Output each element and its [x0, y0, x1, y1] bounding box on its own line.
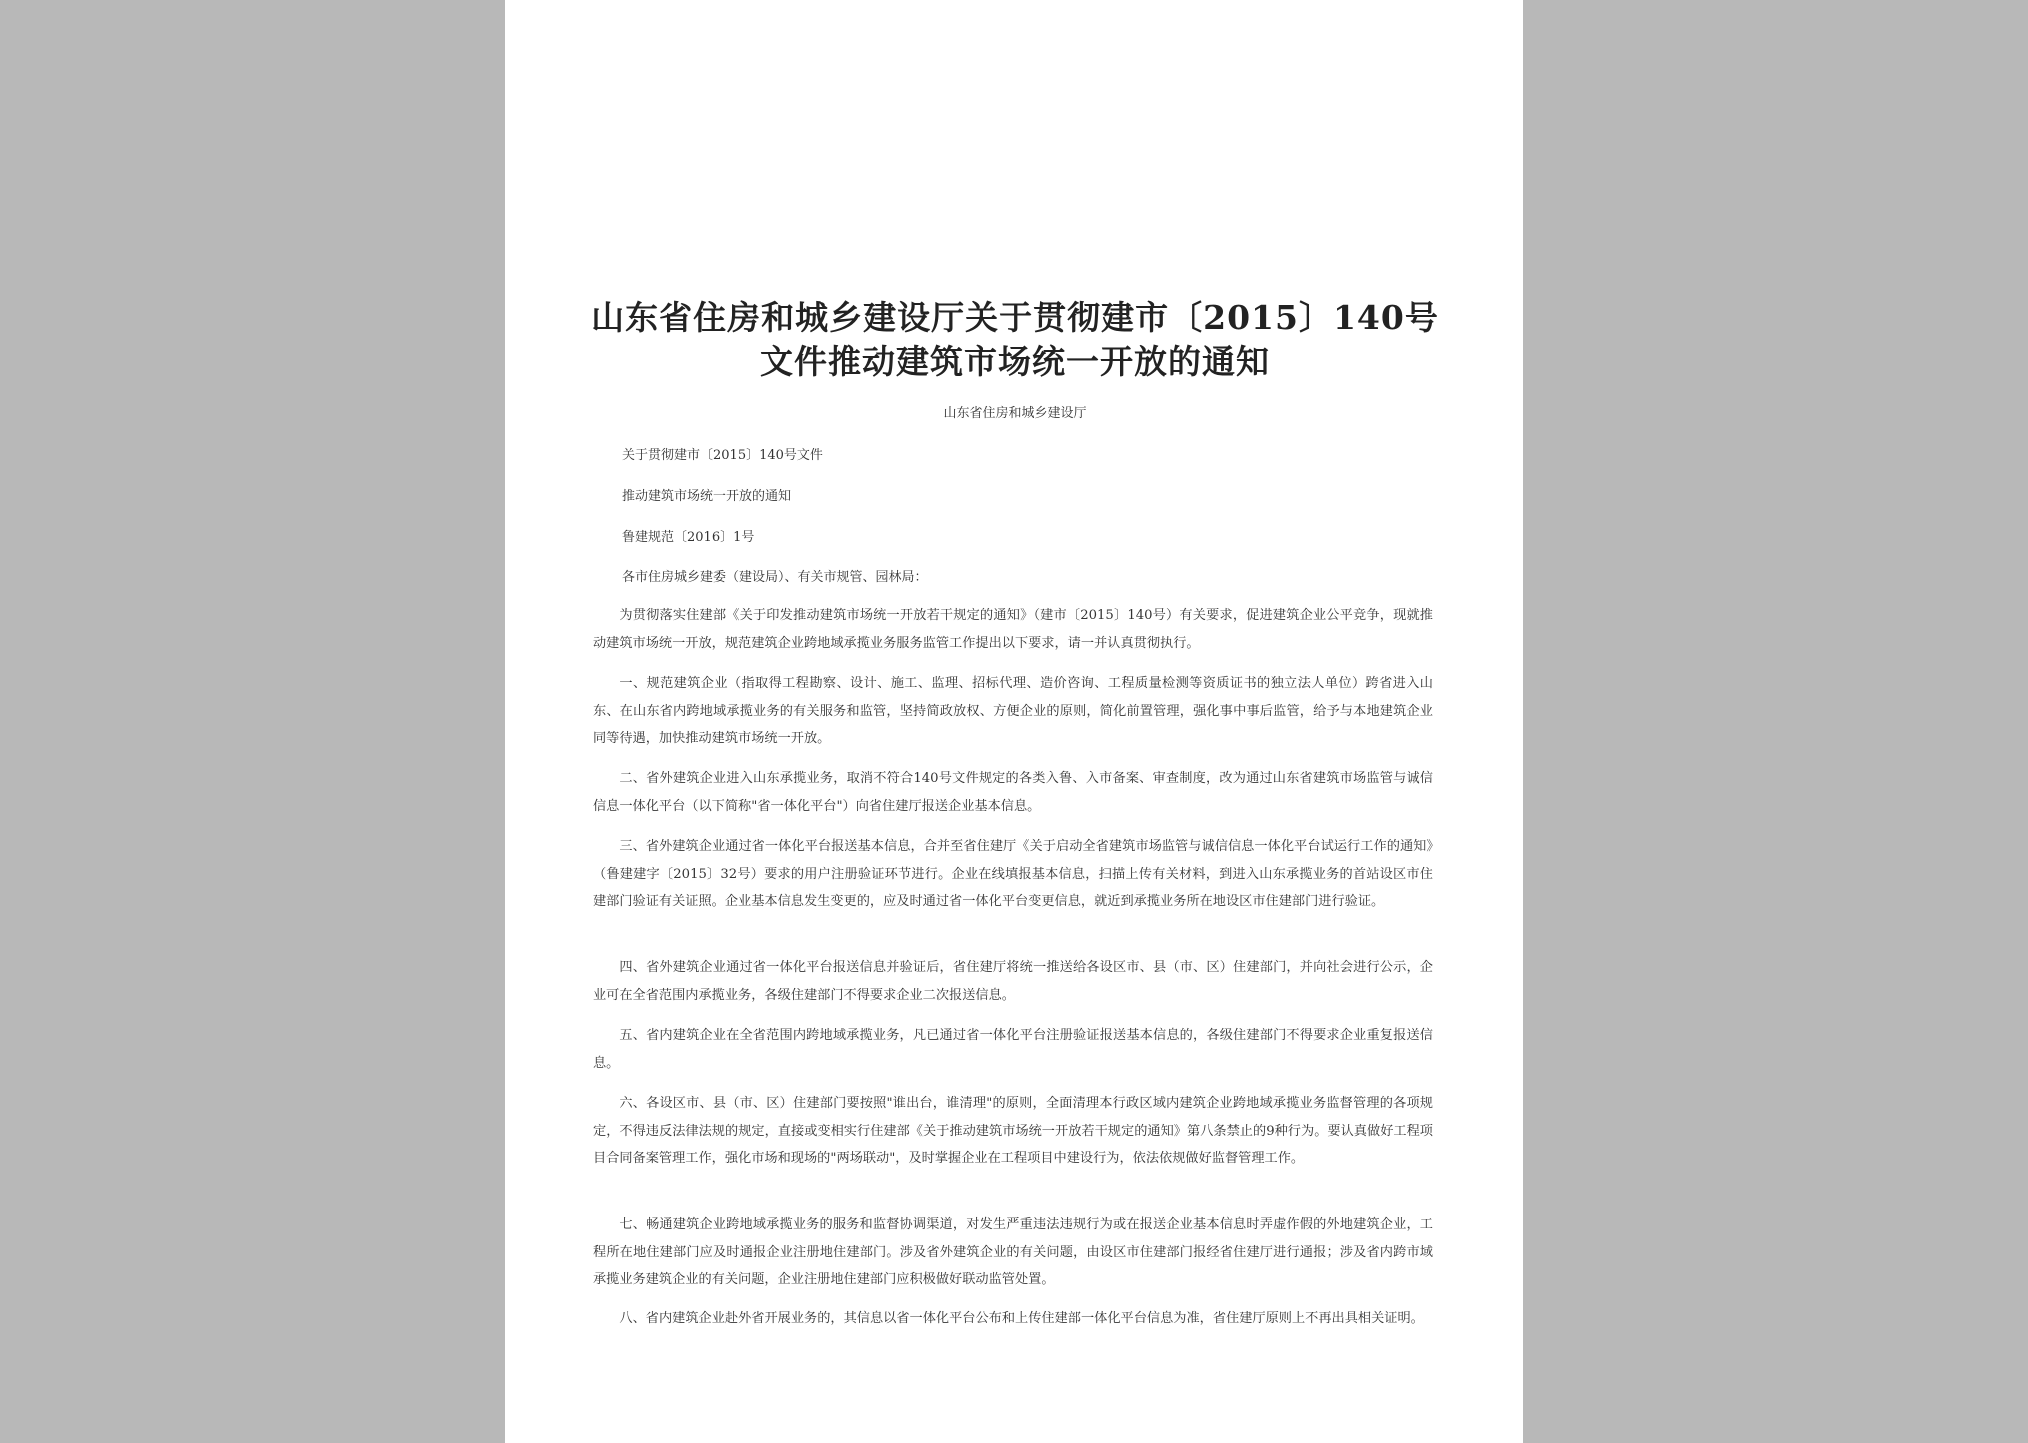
paragraph-7: 七、畅通建筑企业跨地域承揽业务的服务和监督协调渠道，对发生严重违法违规行为或在报送企业基本信息时弄虚作假的外地建筑企业，工程所在地住建部门应及时通报企业注册地住建部门。涉及省外建筑企业的有关问题，由设区市住建部门报经省住建厅进行通报；涉及省内跨市域承揽业务建筑企业的有关问题，企业注册地住建部门应积极做好联动监管处置。	[593, 1217, 1433, 1287]
paragraph-6: 六、各设区市、县（市、区）住建部门要按照"谁出台，谁清理"的原则，全面清理本行政区域内建筑企业跨地域承揽业务监督管理的各项规定，不得违反法律法规的规定，直接或变相实行住建部《关于推动建筑市场统一开放若干规定的通知》第八条禁止的9种行为。要认真做好工程项目合同备案管理工作，强化市场和现场的"两场联动"，及时掌握企业在工程项目中建设行为，依法依规做好监督管理工作。	[593, 1096, 1433, 1166]
issuer-name: 山东省住房和城乡建设厅	[943, 406, 1087, 421]
addressee: 各市住房城乡建委（建设局）、有关市规管、园林局：	[622, 570, 928, 585]
paragraph-5: 五、省内建筑企业在全省范围内跨地域承揽业务，凡已通过省一体化平台注册验证报送基本信息的，各级住建部门不得要求企业重复报送信息。	[593, 1028, 1433, 1071]
paragraph-4: 四、省外建筑企业通过省一体化平台报送信息并验证后，省住建厅将统一推送给各设区市、县（市、区）住建部门，并向社会进行公示，企业可在全省范围内承揽业务，各级住建部门不得要求企业二次报送信息。	[593, 960, 1433, 1003]
paragraph-3: 三、省外建筑企业通过省一体化平台报送基本信息，合并至省住建厅《关于启动全省建筑市场监管与诚信信息一体化平台试运行工作的通知》（鲁建建字〔2015〕32号）要求的用户注册验证环节进行。企业在线填报基本信息，扫描上传有关材料，到进入山东承揽业务的首站设区市住建部门验证有关证照。企业基本信息发生变更的，应及时通过省一体化平台变更信息，就近到承揽业务所在地设区市住建部门进行验证。	[593, 839, 1433, 909]
paragraph-1: 一、规范建筑企业（指取得工程勘察、设计、施工、监理、招标代理、造价咨询、工程质量检测等资质证书的独立法人单位）跨省进入山东、在山东省内跨地域承揽业务的有关服务和监管，坚持简政放权、方便企业的原则，简化前置管理，强化事中事后监管，给予与本地建筑企业同等待遇，加快推动建筑市场统一开放。	[593, 676, 1433, 746]
heading-line-1: 关于贯彻建市〔2015〕140号文件	[622, 448, 823, 463]
document-page	[505, 0, 1523, 1443]
heading-line-2: 推动建筑市场统一开放的通知	[622, 489, 792, 504]
paragraph-8: 八、省内建筑企业赴外省开展业务的，其信息以省一体化平台公布和上传住建部一体化平台信息为准，省住建厅原则上不再出具相关证明。	[619, 1311, 1424, 1326]
paragraph-2: 二、省外建筑企业进入山东承揽业务，取消不符合140号文件规定的各类入鲁、入市备案、审查制度，改为通过山东省建筑市场监管与诚信信息一体化平台（以下简称"省一体化平台"）向省住建厅报送企业基本信息。	[593, 771, 1433, 814]
paragraph-intro: 为贯彻落实住建部《关于印发推动建筑市场统一开放若干规定的通知》（建市〔2015〕140号）有关要求，促进建筑企业公平竞争，现就推动建筑市场统一开放，规范建筑企业跨地域承揽业务服务监管工作提出以下要求，请一并认真贯彻执行。	[593, 608, 1433, 651]
document-number: 鲁建规范〔2016〕1号	[622, 530, 755, 545]
document-title: 山东省住房和城乡建设厅关于贯彻建市〔2015〕140号文件推动建筑市场统一开放的通知	[591, 298, 1439, 381]
